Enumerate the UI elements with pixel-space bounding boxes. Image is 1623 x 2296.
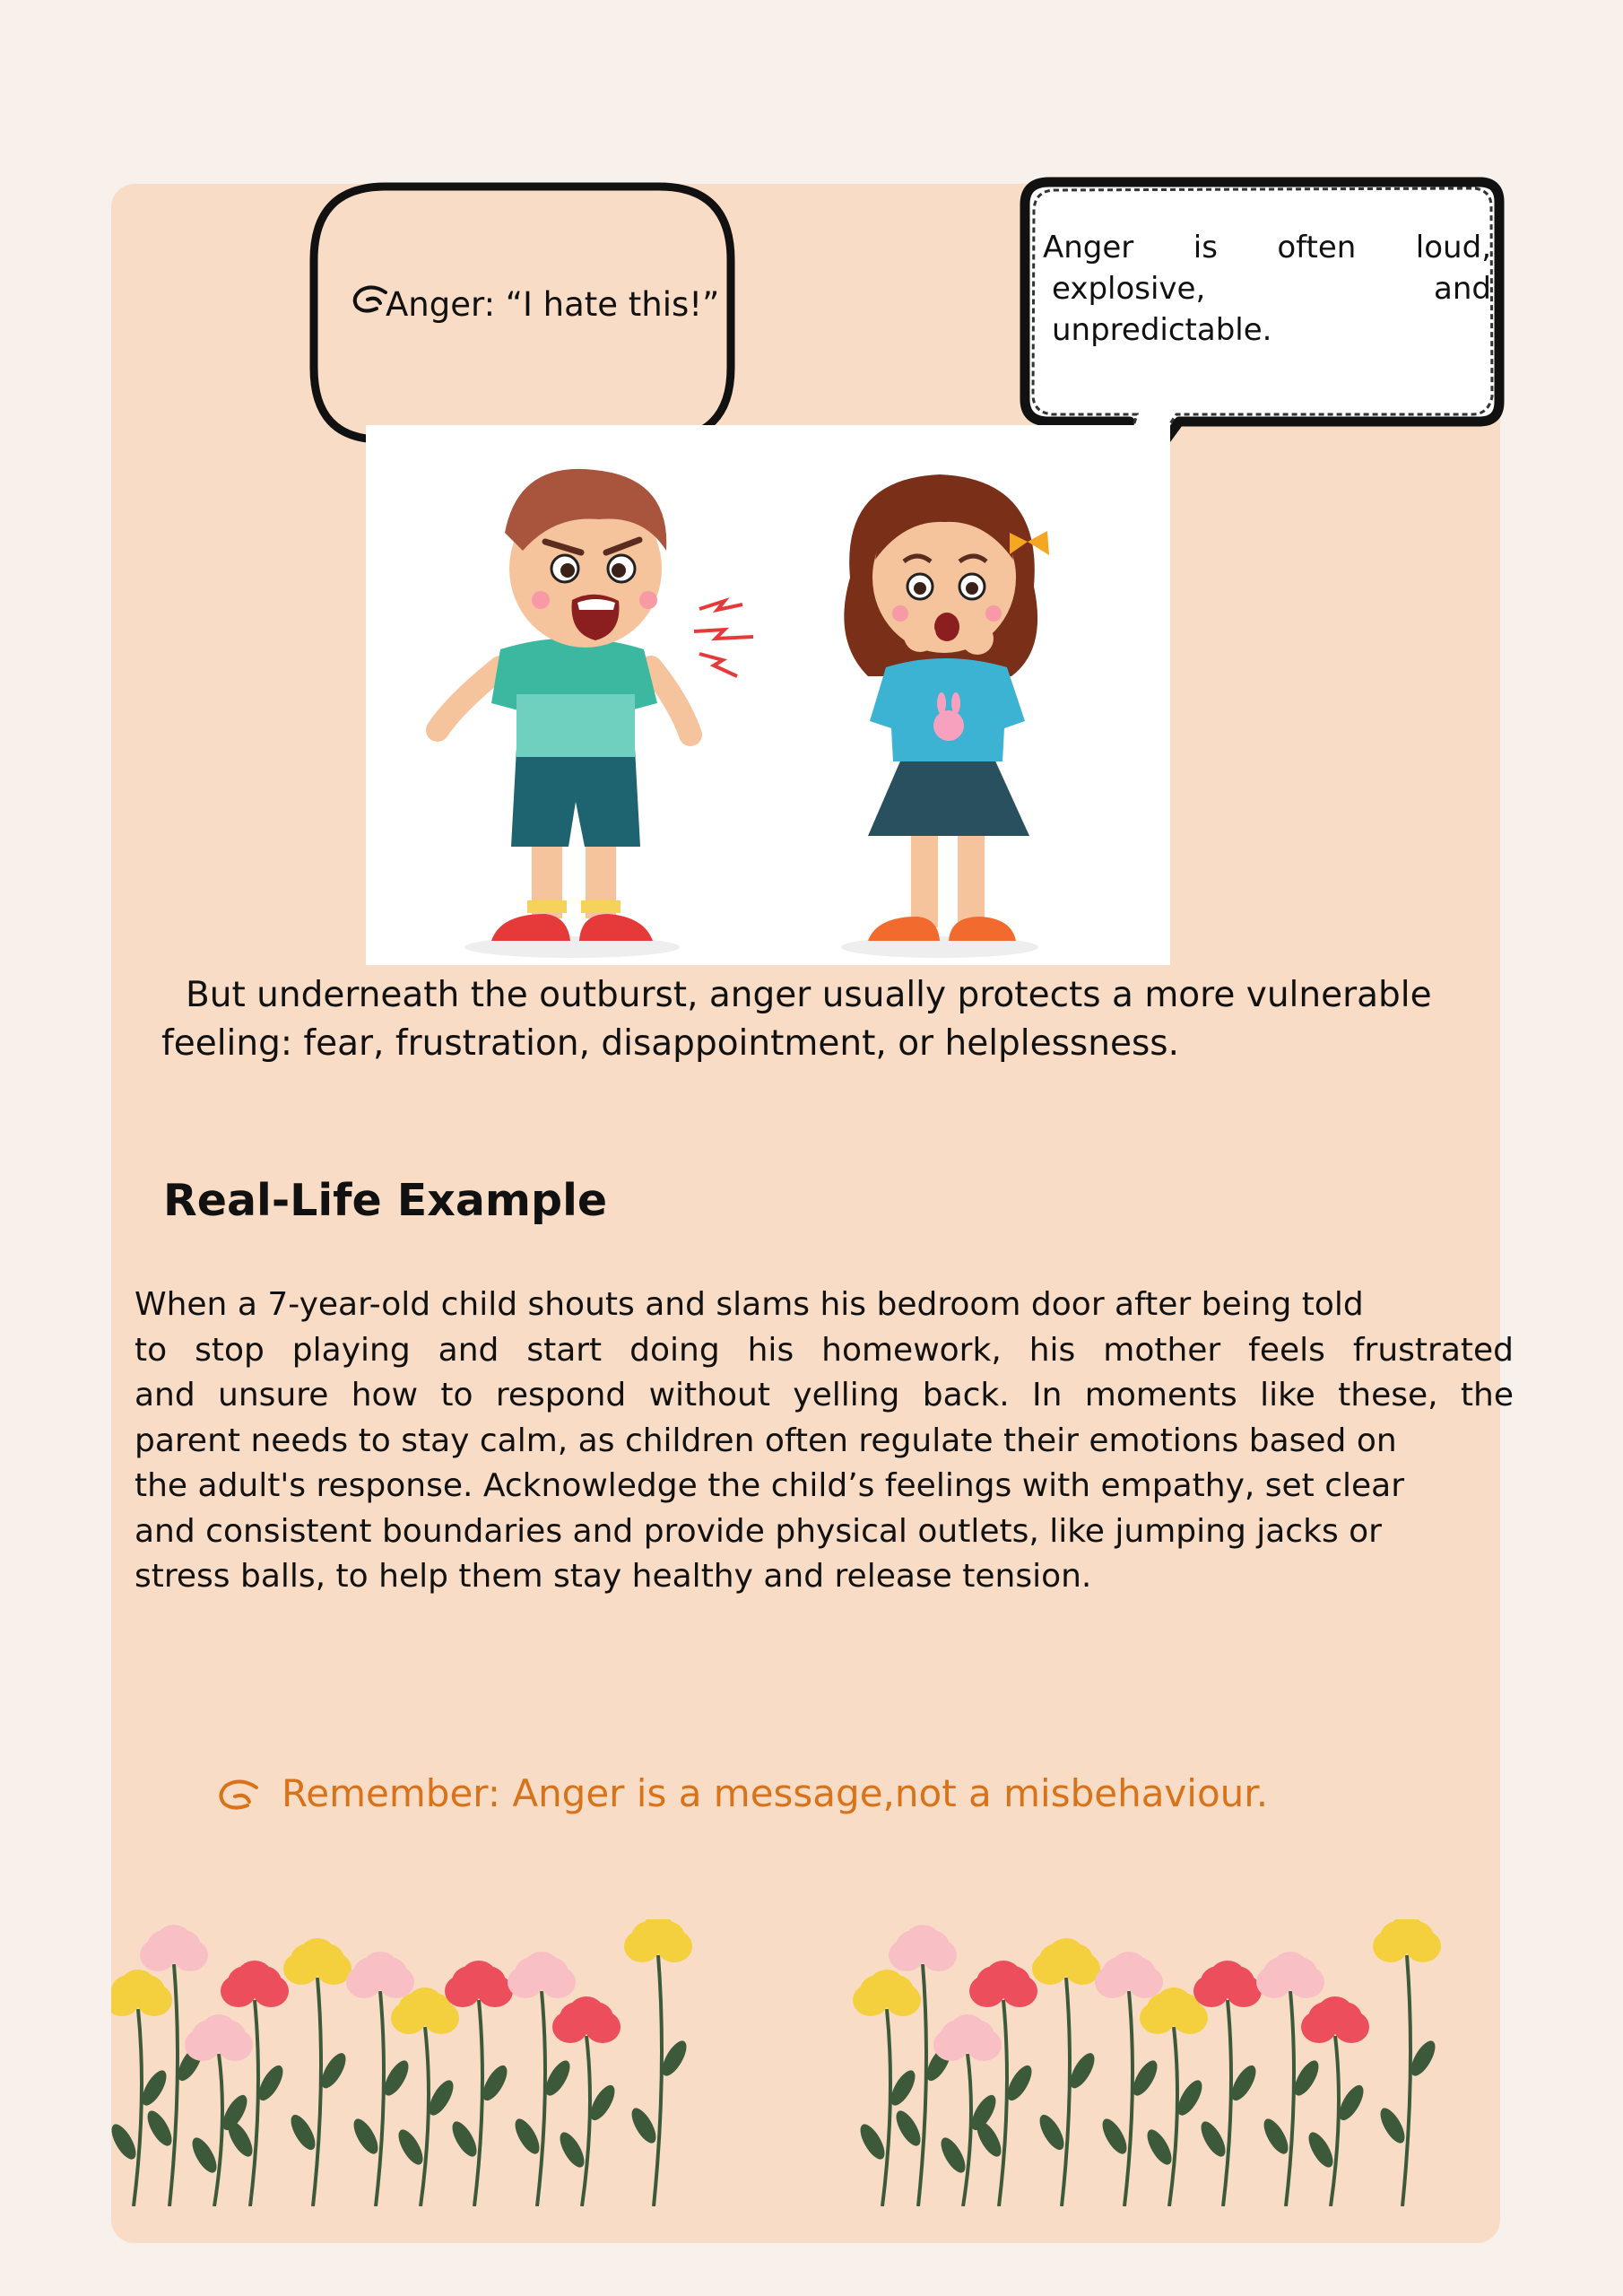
flower-stem bbox=[963, 2054, 971, 2206]
flower-stem bbox=[1124, 1991, 1133, 2206]
flower-leaf bbox=[394, 2126, 428, 2168]
intro-line-1: But underneath the outburst, anger usually protects a more vulnerable bbox=[186, 975, 1432, 1015]
flower-icon bbox=[111, 1970, 172, 2016]
section-heading: Real-Life Example bbox=[163, 1175, 608, 1226]
flower-leaf bbox=[1098, 2115, 1132, 2157]
flower-stem bbox=[1331, 2036, 1339, 2206]
flower-stem bbox=[134, 2009, 142, 2206]
flower-stem bbox=[537, 1991, 545, 2206]
flower-leaf bbox=[187, 2134, 221, 2176]
paragraph-line: the adult's response. Acknowledge the child’s feelings with empathy, set clear bbox=[135, 1467, 1405, 1504]
flower-stem bbox=[313, 1978, 321, 2206]
children-illustration bbox=[366, 425, 1170, 965]
paragraph-line: When a 7-year-old child shouts and slams his bedroom door after being told bbox=[135, 1286, 1364, 1323]
flower-stem bbox=[1223, 2000, 1231, 2206]
flower-leaf bbox=[1142, 2126, 1176, 2168]
flower-leaf bbox=[1376, 2104, 1410, 2146]
paragraph-line: to stop playing and start doing his homework, his mother feels frustrated bbox=[135, 1331, 1514, 1369]
flower-leaf bbox=[1196, 2118, 1230, 2160]
left-bubble-text: Anger: “I hate this!” bbox=[386, 285, 720, 324]
flower-leaf bbox=[111, 2120, 141, 2162]
flower-leaf bbox=[143, 2107, 177, 2149]
intro-paragraph bbox=[161, 971, 1560, 1068]
flower-stem bbox=[421, 2027, 429, 2206]
flower-stem bbox=[214, 2054, 222, 2206]
flower-stem bbox=[582, 2036, 590, 2206]
flower-stem bbox=[882, 2009, 890, 2206]
flower-leaf bbox=[1259, 2115, 1293, 2157]
right-bubble-line-2: explosive, and unpredictable. bbox=[1052, 271, 1491, 348]
flower-stem bbox=[1169, 2027, 1177, 2206]
flower-stem bbox=[999, 2000, 1007, 2206]
remember-callout bbox=[215, 1771, 1268, 1815]
paragraph-line: parent needs to stay calm, as children often regulate their emotions based on bbox=[135, 1422, 1397, 1459]
paragraph-line: stress balls, to help them stay healthy and release tension. bbox=[135, 1558, 1092, 1595]
flower-stem bbox=[1062, 1978, 1070, 2206]
right-bubble-line-1: Anger is often loud, bbox=[1043, 230, 1491, 265]
paragraph-line: and consistent boundaries and provide physical outlets, like jumping jacks or bbox=[135, 1512, 1382, 1550]
flower-stem bbox=[474, 2000, 482, 2206]
paragraph-line: and unsure how to respond without yelling back. In moments like these, the bbox=[135, 1377, 1514, 1413]
flower-stem bbox=[1402, 1955, 1410, 2206]
flower-leaf bbox=[627, 2104, 661, 2146]
flower-leaf bbox=[936, 2134, 970, 2176]
right-bubble-text bbox=[1043, 227, 1491, 351]
flower-leaf bbox=[891, 2107, 925, 2149]
flower-leaf bbox=[286, 2111, 320, 2153]
flower-leaf bbox=[1035, 2111, 1069, 2153]
flower-leaf bbox=[510, 2115, 544, 2157]
intro-line-2: feeling: fear, frustration, disappointment, or helplessness. bbox=[161, 1023, 1179, 1064]
flower-leaf bbox=[855, 2120, 890, 2162]
flower-stem bbox=[376, 1991, 384, 2206]
angry-boy-figure bbox=[438, 469, 690, 958]
flower-stem bbox=[250, 2000, 258, 2206]
scared-girl-figure bbox=[841, 474, 1049, 958]
flower-stem bbox=[654, 1955, 662, 2206]
flower-leaf bbox=[1304, 2128, 1338, 2170]
anger-lines-icon bbox=[694, 601, 753, 676]
flower-leaf bbox=[555, 2128, 589, 2170]
flower-leaf bbox=[349, 2115, 383, 2157]
flower-leaf bbox=[447, 2118, 482, 2160]
flower-border-decoration bbox=[111, 1919, 1500, 2206]
remember-text: Remember: Anger is a message,not a misbehaviour. bbox=[282, 1771, 1269, 1815]
example-paragraph bbox=[135, 1283, 1515, 1600]
swirl-icon bbox=[215, 1779, 265, 1814]
flower-stem bbox=[1286, 1991, 1294, 2206]
